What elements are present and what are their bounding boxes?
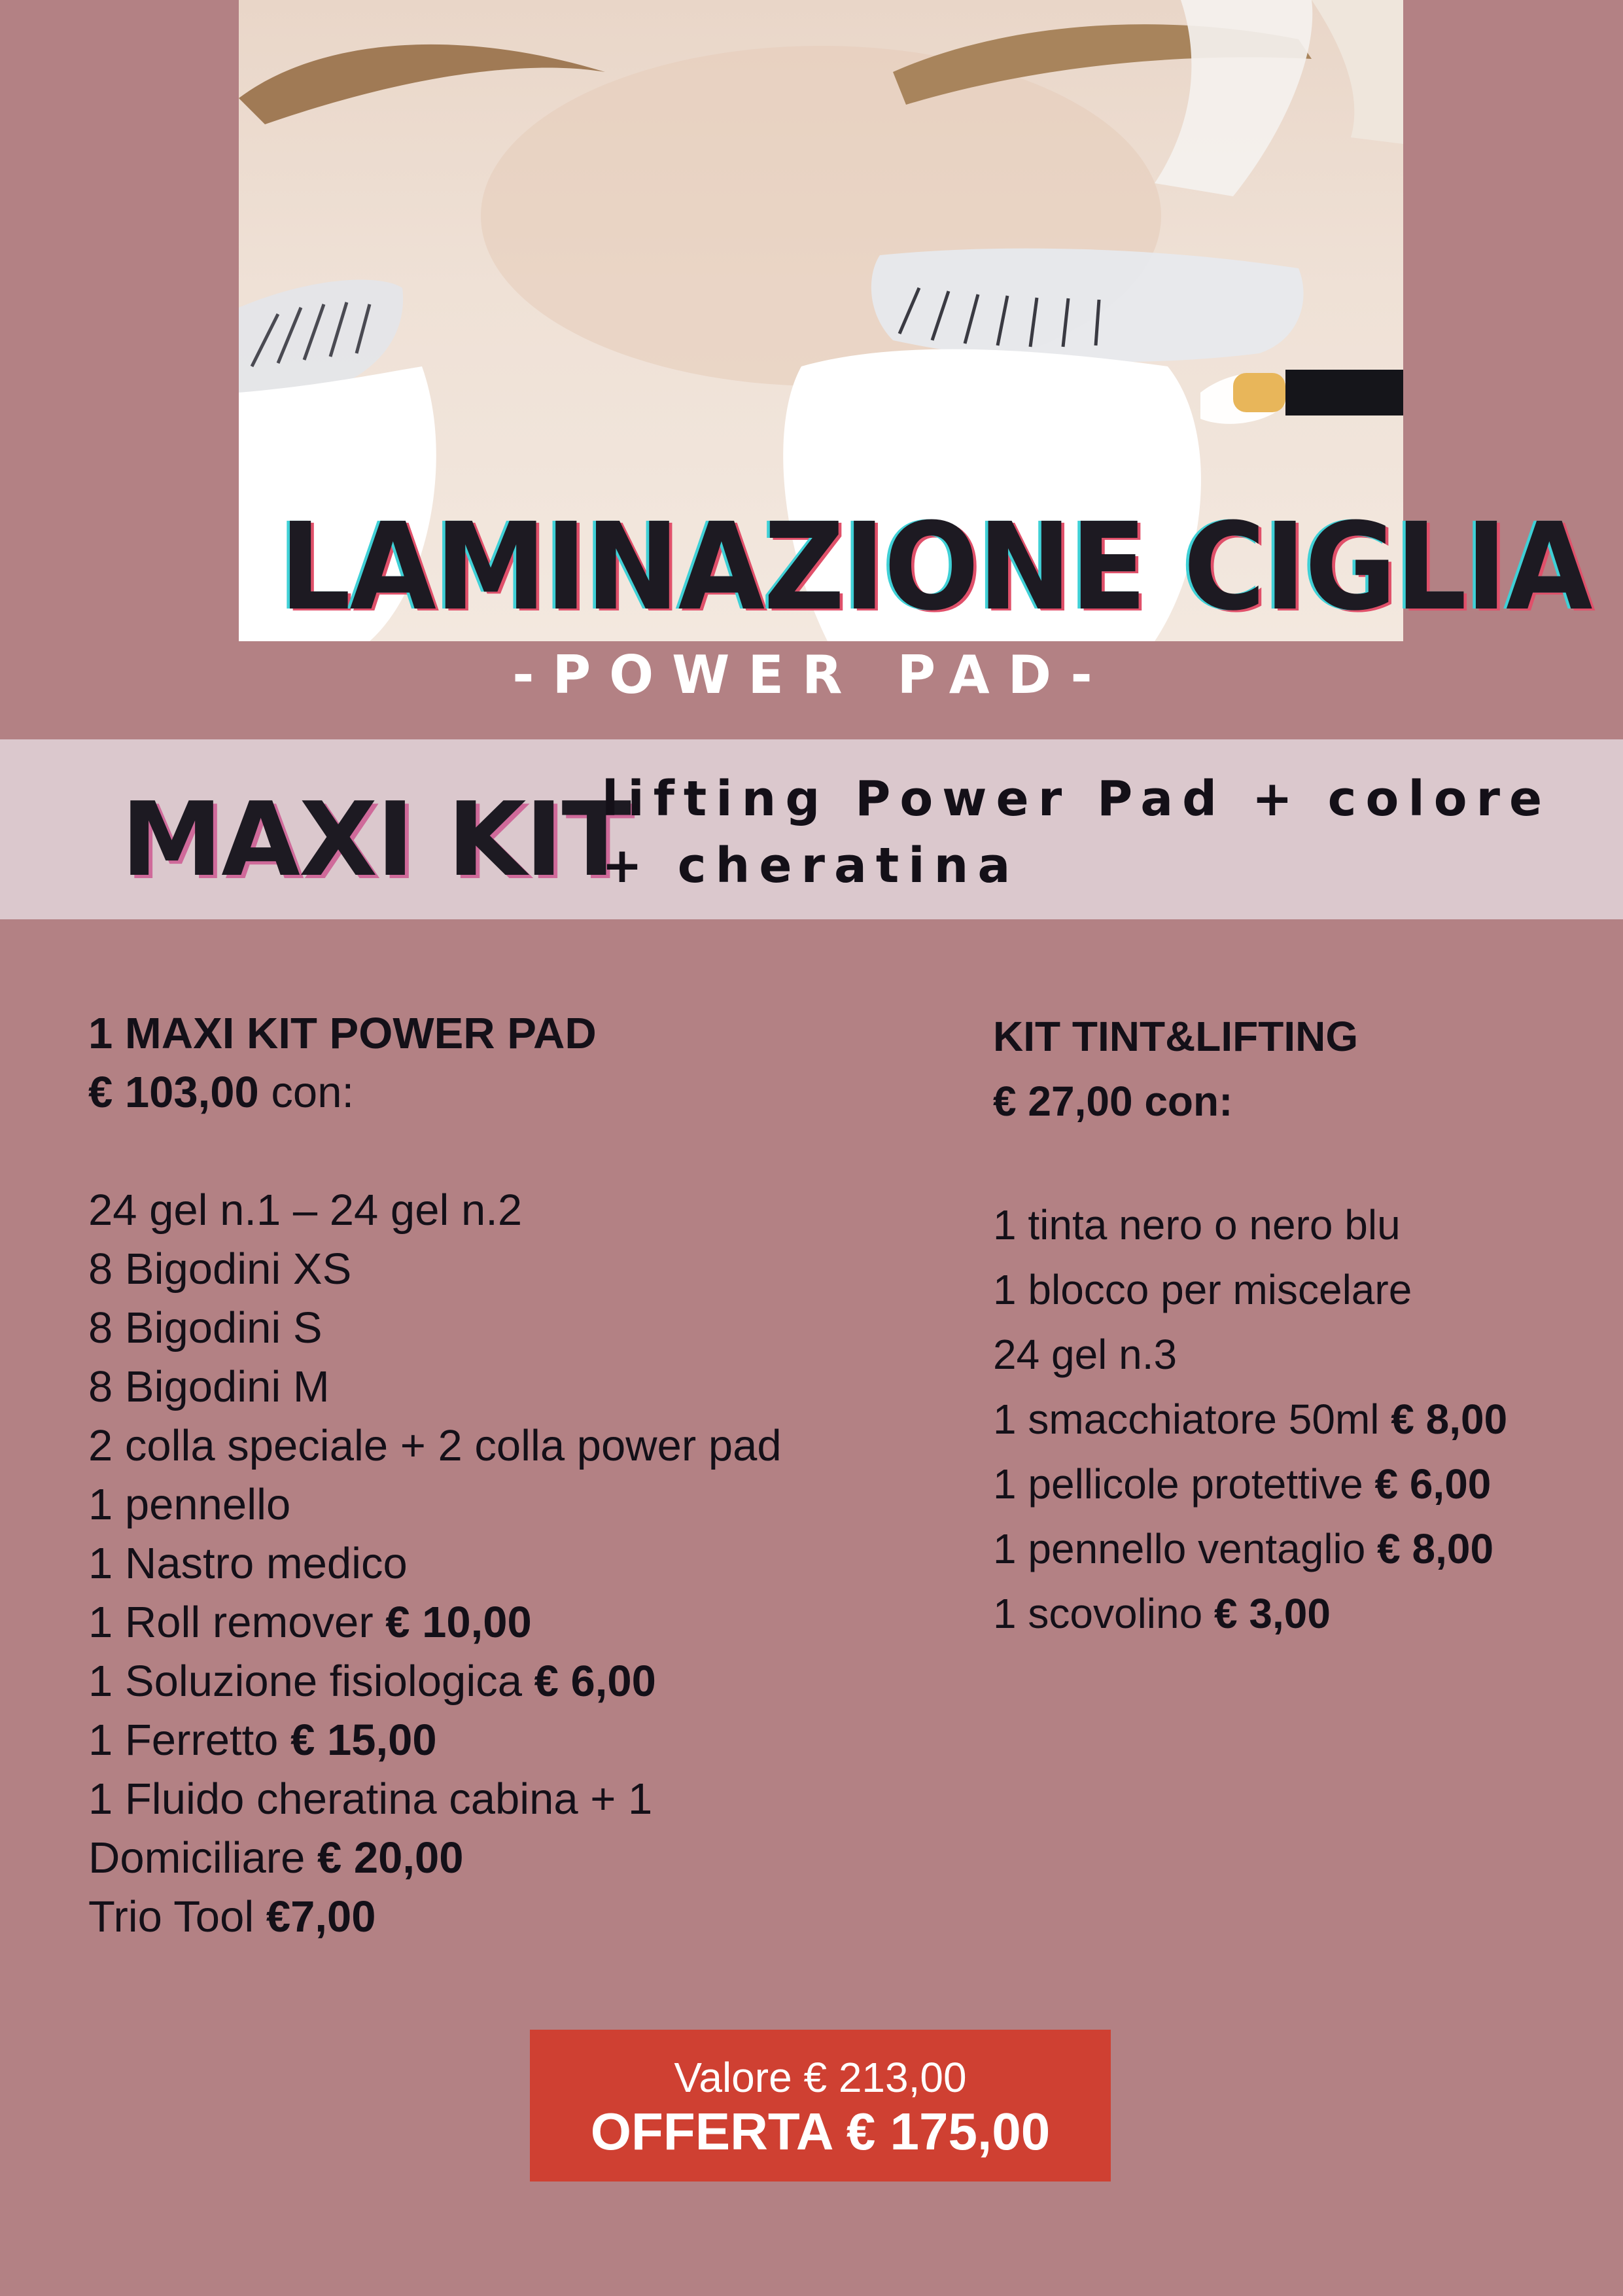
list-item <box>88 1299 939 1358</box>
offer-value: Valore € 213,00 <box>674 2054 967 2101</box>
maxi-kit-item-list <box>88 1181 939 1947</box>
tint-lifting-heading: KIT TINT&LIFTING <box>993 1013 1359 1060</box>
page-subtitle: -POWER PAD- <box>512 645 1111 705</box>
item-text: 8 Bigodini S <box>88 1303 323 1352</box>
item-text: 24 gel n.3 <box>993 1331 1178 1378</box>
item-text: 1 pellicole protettive <box>993 1460 1375 1508</box>
list-item <box>993 1517 1608 1581</box>
list-item <box>88 1829 939 1888</box>
list-item <box>993 1322 1608 1387</box>
item-price: € 8,00 <box>1391 1396 1508 1443</box>
item-text: 1 tinta nero o nero blu <box>993 1201 1401 1248</box>
list-item <box>88 1358 939 1417</box>
maxi-kit-column <box>88 1004 939 1947</box>
item-text: 8 Bigodini XS <box>88 1245 352 1294</box>
item-text: 1 scovolino <box>993 1590 1214 1637</box>
item-price: € 20,00 <box>317 1833 464 1882</box>
list-item <box>993 1193 1608 1258</box>
item-text: 2 colla speciale + 2 colla power pad <box>88 1421 782 1470</box>
item-price: € 6,00 <box>1374 1460 1492 1508</box>
item-text: 1 blocco per miscelare <box>993 1266 1412 1313</box>
list-item <box>88 1417 939 1475</box>
item-price: € 10,00 <box>385 1598 532 1647</box>
list-item <box>88 1240 939 1299</box>
list-item <box>88 1181 939 1240</box>
item-text: 8 Bigodini M <box>88 1362 330 1411</box>
item-text: 1 smacchiatore 50ml <box>993 1396 1391 1443</box>
item-text: Domiciliare <box>88 1833 317 1882</box>
item-text: 1 Nastro medico <box>88 1539 408 1588</box>
tint-lifting-price: € 27,00 con: <box>993 1078 1233 1125</box>
list-item <box>88 1593 939 1652</box>
item-price: € 8,00 <box>1377 1525 1494 1572</box>
list-item <box>993 1581 1608 1646</box>
item-text: 1 Ferretto <box>88 1716 291 1765</box>
tint-lifting-column <box>993 1004 1608 1646</box>
item-price: € 3,00 <box>1213 1590 1331 1637</box>
kit-title: MAXI KIT <box>121 780 630 899</box>
list-item <box>88 1770 939 1829</box>
offer-box <box>530 2030 1111 2181</box>
list-item <box>993 1387 1608 1452</box>
kit-band <box>0 739 1623 919</box>
item-text: 1 Fluido cheratina cabina + 1 <box>88 1775 653 1824</box>
item-price: € 6,00 <box>534 1657 656 1706</box>
page-title: LAMINAZIONE CIGLIA <box>279 497 1592 637</box>
list-item <box>993 1258 1608 1322</box>
list-item <box>993 1452 1608 1517</box>
item-text: Trio Tool <box>88 1892 266 1941</box>
list-item <box>88 1652 939 1711</box>
list-item <box>88 1888 939 1947</box>
maxi-kit-price-line <box>88 1063 939 1122</box>
item-text: 1 pennello ventaglio <box>993 1525 1378 1572</box>
maxi-kit-price-suffix: con: <box>258 1068 355 1117</box>
tint-lifting-item-list <box>993 1193 1608 1646</box>
item-price: €7,00 <box>266 1892 376 1941</box>
item-text: 1 Roll remover <box>88 1598 386 1647</box>
maxi-kit-price: € 103,00 <box>88 1068 259 1117</box>
offer-price: OFFERTA € 175,00 <box>590 2102 1051 2161</box>
item-text: 1 Soluzione fisiologica <box>88 1657 534 1706</box>
list-item <box>88 1475 939 1534</box>
list-item <box>88 1711 939 1770</box>
item-price: € 15,00 <box>290 1716 437 1765</box>
item-text: 1 pennello <box>88 1480 291 1529</box>
list-item <box>88 1534 939 1593</box>
hero-photo <box>239 0 1592 641</box>
maxi-kit-heading: 1 MAXI KIT POWER PAD <box>88 1009 597 1058</box>
kit-description: lifting Power Pad + colore + cheratina <box>602 771 1552 894</box>
item-text: 24 gel n.1 – 24 gel n.2 <box>88 1186 523 1235</box>
